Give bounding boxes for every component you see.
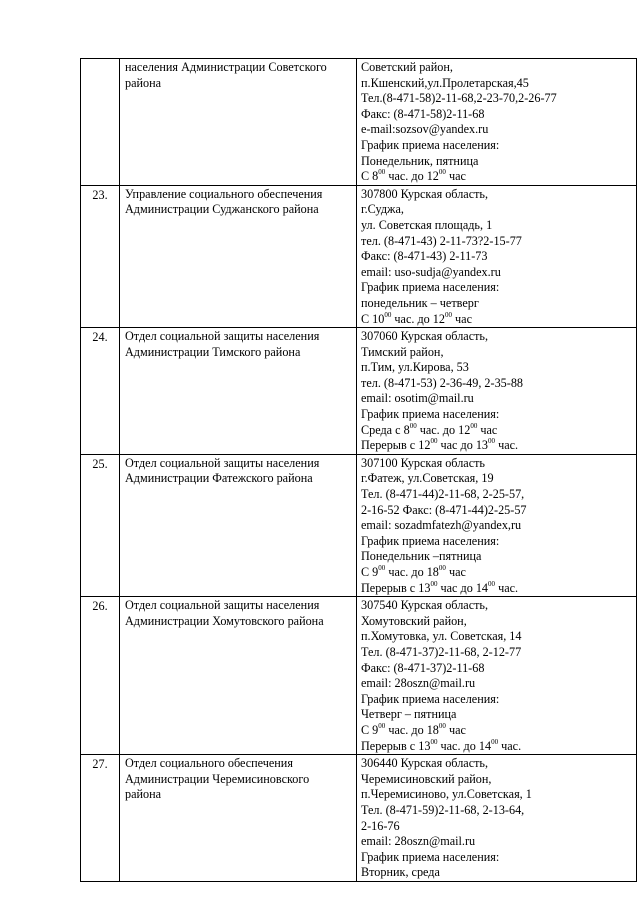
table-body — [81, 59, 637, 882]
address-line: e-mail:sozsov@yandex.ru — [361, 122, 489, 137]
address-line: 307540 Курская область, — [361, 598, 489, 613]
minutes-superscript: 00 — [488, 579, 496, 588]
office-name — [120, 454, 357, 596]
office-name — [120, 59, 357, 186]
minutes-superscript: 00 — [378, 721, 386, 730]
hours-line: Перерыв с $12^{00}$ час до $13^{00}$ час. — [361, 437, 519, 453]
office-name — [120, 755, 357, 882]
address-line: Черемисиновский район, — [361, 771, 492, 786]
address-line: Факс: (8-471-43) 2-11-73 — [361, 249, 488, 264]
address-line: Вторник, среда — [361, 865, 440, 880]
office-address — [357, 454, 637, 596]
address-line: График приема населения: — [361, 280, 500, 295]
hours-line: С $9^{00}$ час. до $18^{00}$ час — [361, 721, 466, 737]
table-row — [81, 328, 637, 455]
office-name-line: Отдел социальной защиты населения — [125, 598, 320, 613]
address-line: email: 28oszn@mail.ru — [361, 676, 476, 691]
address-line: Факс: (8-471-58)2-11-68 — [361, 106, 485, 121]
address-line: Понедельник –пятница — [361, 549, 482, 564]
row-number: 24. — [81, 328, 120, 455]
hours-line: С $9^{00}$ час. до $18^{00}$ час — [361, 564, 466, 579]
table-row — [81, 597, 637, 755]
table-row — [81, 755, 637, 882]
minutes-superscript: 00 — [430, 437, 438, 446]
address-line: email: sozadmfatezh@yandex,ru — [361, 518, 522, 533]
address-line: Тел. (8-471-44)2-11-68, 2-25-57, — [361, 487, 525, 502]
hours-line: Среда с $8^{00}$ час. до $12^{00}$ час — [361, 421, 498, 437]
minutes-superscript: 00 — [445, 310, 452, 319]
address-line: п.Хомутовка, ул. Советская, 14 — [361, 629, 522, 644]
address-line: График приема населения: — [361, 137, 500, 152]
office-name-line: Управление социального обеспечения — [125, 186, 323, 201]
address-line: г.Фатеж, ул.Советская, 19 — [361, 471, 494, 486]
address-line: 2-16-76 — [361, 818, 400, 833]
hours-line: Перерыв с $13^{00}$ час. до $14^{00}$ час. — [361, 737, 522, 753]
office-address — [357, 59, 637, 186]
address-line: Советский район, — [361, 60, 453, 74]
address-line: График приема населения: — [361, 407, 500, 422]
offices-table — [80, 58, 637, 882]
table-row — [81, 454, 637, 596]
office-name-line: Отдел социальной защиты населения — [125, 455, 320, 470]
office-name-line: Администрации Хомутовского района — [125, 613, 324, 628]
office-name-line: Отдел социального обеспечения — [125, 756, 293, 771]
minutes-superscript: 00 — [470, 421, 478, 430]
address-line: Тел.(8-471-58)2-11-68,2-23-70,2-26-77 — [361, 91, 557, 106]
office-name-line: района — [125, 787, 162, 802]
office-name-line: района — [125, 75, 162, 90]
hours-line: Перерыв с $13^{00}$ час до $14^{00}$ час. — [361, 579, 519, 595]
office-address — [357, 328, 637, 455]
address-line: Тел. (8-471-37)2-11-68, 2-12-77 — [361, 644, 522, 659]
office-name-line: Администрации Суджанского района — [125, 202, 319, 217]
hours-line: С $8^{00}$ час. до $12^{00}$ час — [361, 168, 466, 184]
address-line: 307060 Курская область, — [361, 329, 489, 344]
office-name-line: Администрации Фатежского района — [125, 471, 313, 486]
minutes-superscript: 00 — [409, 421, 417, 430]
minutes-superscript: 00 — [378, 564, 386, 572]
address-line: Тимский район, — [361, 344, 444, 359]
row-number: 23. — [81, 185, 120, 327]
table-row — [81, 59, 637, 186]
row-number: 26. — [81, 597, 120, 755]
address-line: 306440 Курская область, — [361, 756, 489, 771]
office-name — [120, 328, 357, 455]
address-line: п.Кшенский,ул.Пролетарская,45 — [361, 75, 529, 90]
address-line: Тел. (8-471-59)2-11-68, 2-13-64, — [361, 802, 525, 817]
minutes-superscript: 00 — [438, 721, 446, 730]
minutes-superscript: 00 — [438, 564, 446, 572]
address-line: тел. (8-471-43) 2-11-73?2-15-77 — [361, 233, 522, 248]
office-name-line: Отдел социальной защиты населения — [125, 329, 320, 344]
address-line: г.Суджа, — [361, 202, 404, 217]
row-number: 25. — [81, 454, 120, 596]
office-name-line: Администрации Черемисиновского — [125, 771, 310, 786]
office-address — [357, 755, 637, 882]
hours-line: С $10^{00}$ час. до $12^{00}$ час — [361, 310, 472, 326]
address-line: График приема населения: — [361, 533, 500, 548]
minutes-superscript: 00 — [378, 168, 386, 177]
table-row — [81, 185, 637, 327]
address-line: п.Тим, ул.Кирова, 53 — [361, 360, 469, 375]
address-line: 307800 Курская область, — [361, 186, 489, 201]
address-line: понедельник – четверг — [361, 295, 479, 310]
office-address — [357, 597, 637, 755]
office-name — [120, 185, 357, 327]
minutes-superscript: 00 — [438, 168, 446, 177]
minutes-superscript: 00 — [491, 737, 499, 746]
address-line: График приема населения: — [361, 691, 500, 706]
minutes-superscript: 00 — [430, 737, 438, 746]
address-line: email: osotim@mail.ru — [361, 391, 474, 406]
office-name-line: Администрации Тимского района — [125, 344, 301, 359]
address-line: График приема населения: — [361, 849, 500, 864]
minutes-superscript: 00 — [384, 310, 392, 319]
office-name-line: населения Администрации Советского — [125, 60, 327, 74]
minutes-superscript: 00 — [488, 437, 496, 446]
address-line: Понедельник, пятница — [361, 153, 479, 168]
minutes-superscript: 00 — [430, 579, 438, 588]
address-line: тел. (8-471-53) 2-36-49, 2-35-88 — [361, 375, 524, 390]
row-number: 27. — [81, 755, 120, 882]
row-number — [81, 59, 120, 186]
address-line: 2-16-52 Факс: (8-471-44)2-25-57 — [361, 502, 527, 517]
address-line: 307100 Курская область — [361, 455, 485, 470]
address-line: email: 28oszn@mail.ru — [361, 834, 476, 849]
address-line: email: uso-sudja@yandex.ru — [361, 264, 501, 279]
address-line: Факс: (8-471-37)2-11-68 — [361, 660, 485, 675]
address-line: п.Черемисиново, ул.Советская, 1 — [361, 787, 532, 802]
address-line: Четверг – пятница — [361, 707, 457, 722]
address-line: ул. Советская площадь, 1 — [361, 217, 493, 232]
office-name — [120, 597, 357, 755]
address-line: Хомутовский район, — [361, 613, 467, 628]
office-address — [357, 185, 637, 327]
